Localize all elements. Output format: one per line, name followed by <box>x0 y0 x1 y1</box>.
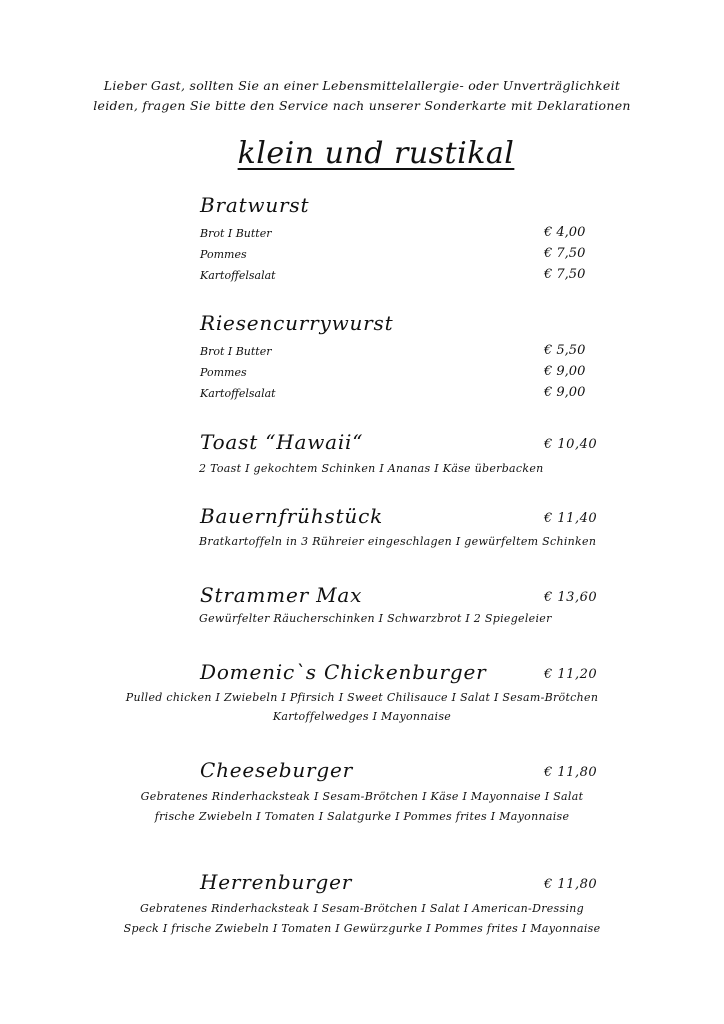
bratwurst-option-price: € 4,00 <box>544 225 586 240</box>
bratwurst-option-price: € 7,50 <box>544 246 586 261</box>
bauernfruehstueck-price: € 11,40 <box>544 511 598 526</box>
strammer-max-price: € 13,60 <box>544 590 598 605</box>
herrenburger-description-line-1: Gebratenes Rinderhacksteak I Sesam-Brötchen I Salat I American-Dressing <box>139 902 584 915</box>
toast-hawaii-price: € 10,40 <box>544 437 598 452</box>
dish-toast-hawaii-name: Toast “Hawaii“ <box>200 430 364 454</box>
cheeseburger-description-line-1: Gebratenes Rinderhacksteak I Sesam-Brötchen I Käse I Mayonnaise I Salat <box>140 790 584 803</box>
dish-strammer-max-name: Strammer Max <box>200 583 363 607</box>
section-title: klein und rustikal <box>237 136 515 171</box>
dish-herrenburger-name: Herrenburger <box>200 870 353 894</box>
allergy-notice <box>0 76 724 116</box>
cheeseburger-price: € 11,80 <box>544 765 598 780</box>
strammer-max-description: Gewürfelter Räucherschinken I Schwarzbrot I 2 Spiegeleier <box>199 612 552 625</box>
chickenburger-description-line-1: Pulled chicken I Zwiebeln I Pfirsich I Sweet Chilisauce I Salat I Sesam-Brötchen <box>125 691 599 704</box>
allergy-notice-line-2: leiden, fragen Sie bitte den Service nach unserer Sonderkarte mit Deklarationen <box>93 98 631 113</box>
cheeseburger-description-line-2: frische Zwiebeln I Tomaten I Salatgurke I Pommes frites I Mayonnaise <box>154 810 570 823</box>
bauernfruehstueck-description: Bratkartoffeln in 3 Rühreier eingeschlagen I gewürfeltem Schinken <box>199 535 597 548</box>
dish-cheeseburger-name: Cheeseburger <box>200 758 353 782</box>
bratwurst-option-label: Brot I Butter <box>200 227 272 240</box>
dish-chickenburger-name: Domenic`s Chickenburger <box>200 660 487 684</box>
dish-riesencurrywurst-name: Riesencurrywurst <box>200 311 394 335</box>
currywurst-option-label: Kartoffelsalat <box>200 387 276 400</box>
chickenburger-description-line-2: Kartoffelwedges I Mayonnaise <box>272 710 452 723</box>
herrenburger-price: € 11,80 <box>544 877 598 892</box>
herrenburger-description-line-2: Speck I frische Zwiebeln I Tomaten I Gewürzgurke I Pommes frites I Mayonnaise <box>123 922 601 935</box>
toast-hawaii-description: 2 Toast I gekochtem Schinken I Ananas I Käse überbacken <box>199 462 544 475</box>
currywurst-option-price: € 9,00 <box>544 364 586 379</box>
currywurst-option-label: Brot I Butter <box>200 345 272 358</box>
bratwurst-option-label: Pommes <box>200 248 247 261</box>
currywurst-option-price: € 9,00 <box>544 385 586 400</box>
chickenburger-price: € 11,20 <box>544 667 598 682</box>
currywurst-option-price: € 5,50 <box>544 343 586 358</box>
bratwurst-option-label: Kartoffelsalat <box>200 269 276 282</box>
bratwurst-option-price: € 7,50 <box>544 267 586 282</box>
dish-bratwurst-name: Bratwurst <box>200 193 310 217</box>
currywurst-option-label: Pommes <box>200 366 247 379</box>
allergy-notice-line-1: Lieber Gast, sollten Sie an einer Lebensmittelallergie- oder Unverträglichkeit <box>103 78 621 93</box>
dish-bauernfruehstueck-name: Bauernfrühstück <box>200 504 384 528</box>
